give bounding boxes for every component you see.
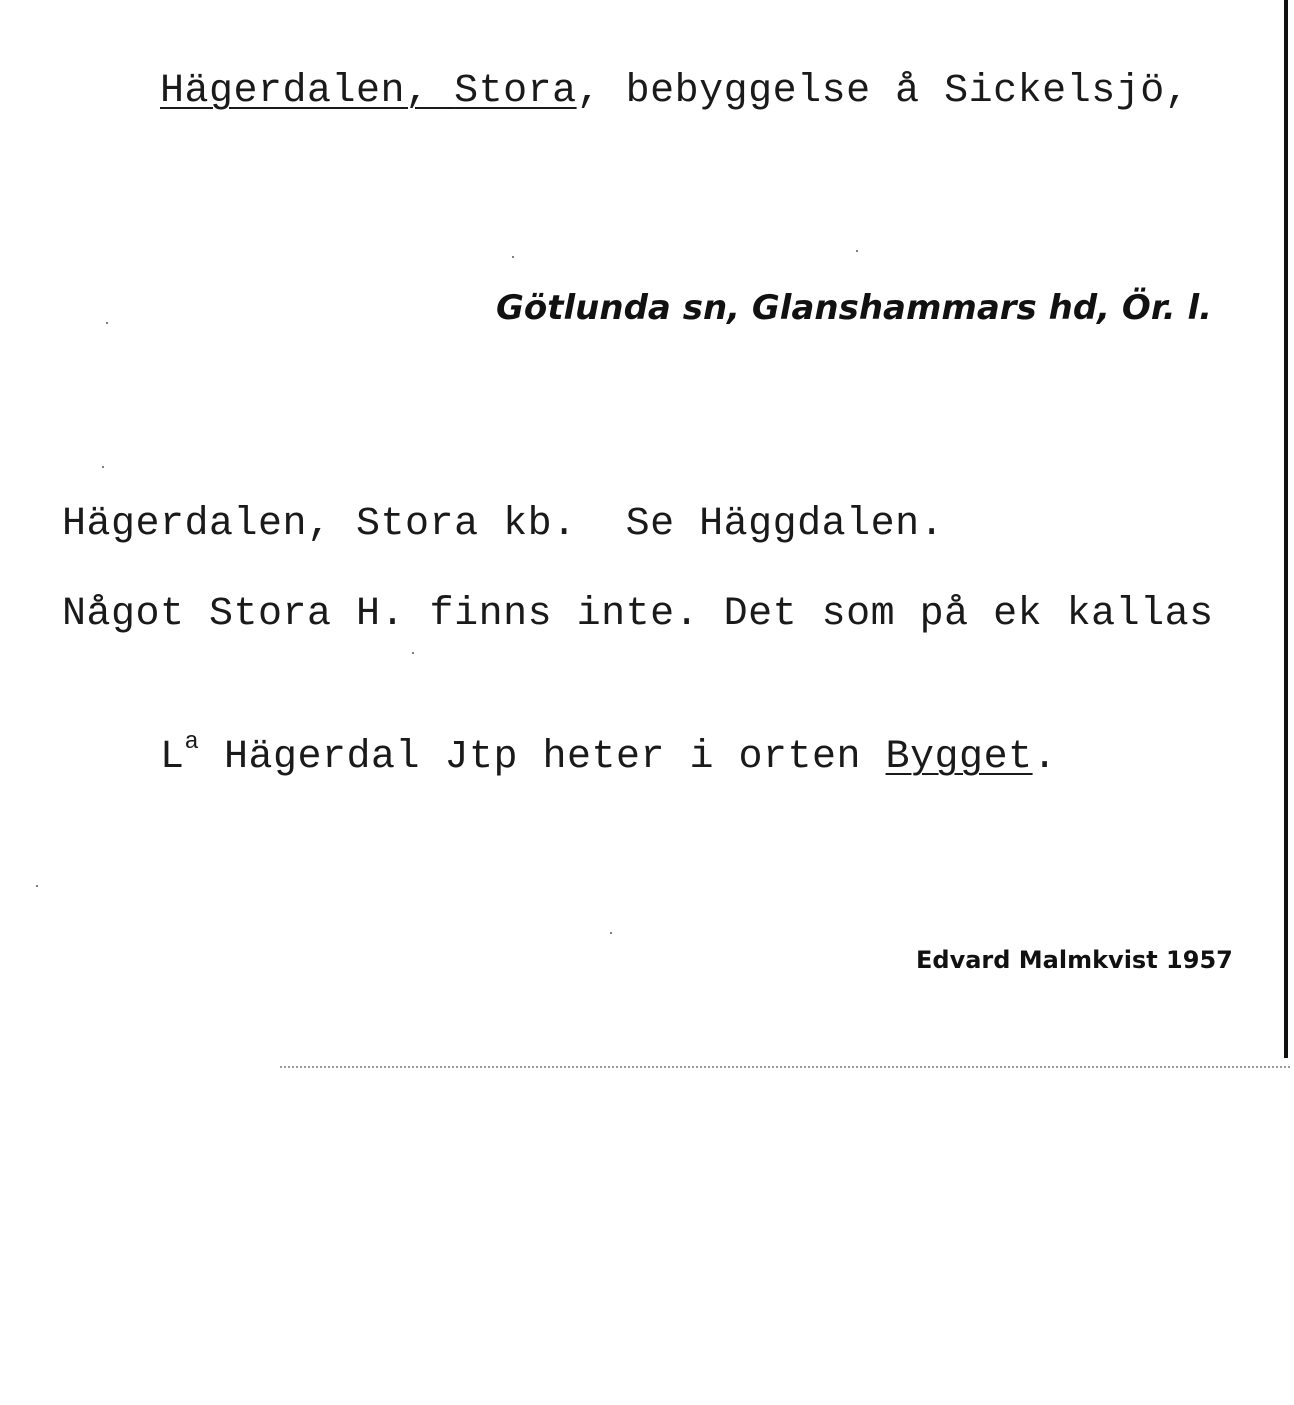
body-line-3 — [62, 690, 1057, 825]
scan-speck — [856, 250, 858, 252]
scan-speck — [512, 256, 514, 258]
signature: Edvard Malmkvist 1957 — [916, 946, 1233, 974]
body-line-2: Något Stora H. finns inte. Det som på ek kallas — [62, 592, 1214, 637]
heading-qualifier: Stora — [454, 69, 577, 114]
line3-superscript: a — [184, 729, 200, 756]
body-line-1: Hägerdalen, Stora kb. Se Häggdalen. — [62, 502, 945, 547]
scan-speck — [102, 466, 104, 468]
card-bottom-edge — [280, 1066, 1290, 1068]
heading-comma: , — [405, 69, 455, 114]
line3-main: Hägerdal Jtp heter i orten — [199, 735, 886, 780]
scan-speck — [36, 885, 38, 887]
line3-end: . — [1032, 735, 1058, 780]
line3-prefix: L — [160, 735, 185, 780]
heading-rest: , bebyggelse å Sickelsjö, — [576, 69, 1190, 114]
card-right-edge — [1284, 0, 1288, 1058]
line3-place-name: Bygget — [885, 735, 1033, 780]
card-heading — [62, 24, 1189, 159]
heading-name: Hägerdalen — [160, 69, 406, 114]
scan-speck — [106, 322, 108, 324]
location-stamp: Götlunda sn, Glanshammars hd, Ör. l. — [496, 288, 1213, 328]
scan-speck — [412, 652, 414, 654]
scan-speck — [610, 932, 612, 934]
